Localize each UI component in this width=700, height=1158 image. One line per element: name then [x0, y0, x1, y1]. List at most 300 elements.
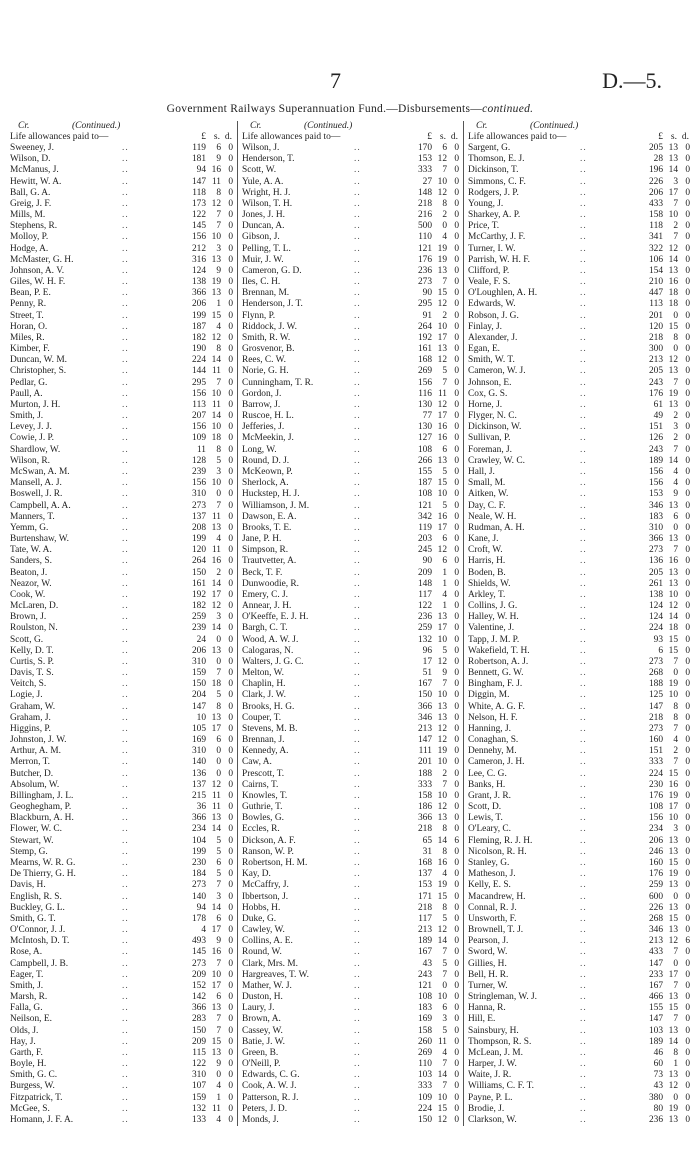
table-row — [242, 623, 460, 634]
pence-value: 0 — [454, 1103, 459, 1114]
table-row — [10, 1115, 234, 1126]
leader-dots: .. — [354, 500, 361, 511]
payee-name: Gillies, H. — [468, 958, 507, 969]
pounds-value: 127 — [417, 433, 432, 444]
sub-heading — [468, 132, 691, 143]
payee-name: Hill, E. — [468, 1014, 496, 1025]
table-row — [10, 992, 234, 1003]
leader-dots: .. — [580, 522, 587, 533]
table-row — [242, 1115, 460, 1126]
pence-value: 0 — [454, 869, 459, 880]
leader-dots: .. — [122, 288, 129, 299]
pence-value: 0 — [228, 790, 233, 801]
table-row — [10, 1048, 234, 1059]
pence-value: 0 — [454, 645, 459, 656]
leader-dots: .. — [580, 534, 587, 545]
shillings-value: 6 — [442, 556, 447, 567]
pounds-value: 233 — [648, 969, 663, 980]
pence-value: 0 — [454, 545, 459, 556]
leader-dots: .. — [122, 969, 129, 980]
payee-name: Wilson, J. — [242, 143, 280, 153]
shillings-value: 2 — [216, 567, 221, 578]
leader-dots: .. — [580, 433, 587, 444]
payee-name: Merron, T. — [10, 757, 51, 768]
pence-value: 0 — [228, 254, 233, 265]
table-row — [242, 534, 460, 545]
pounds-value: 150 — [417, 1114, 432, 1125]
pence-value: 0 — [685, 835, 690, 846]
pence-value: 0 — [228, 288, 233, 299]
payee-name: Dawson, E. A. — [242, 511, 297, 522]
payee-name: Tapp, J. M. P. — [468, 634, 520, 645]
leader-dots: .. — [354, 265, 361, 276]
shillings-header: s. — [670, 132, 677, 142]
payee-name: Robertson, A. J. — [468, 656, 529, 667]
payee-name: Cameron, G. D. — [242, 265, 302, 276]
table-row — [242, 679, 460, 690]
pence-value: 0 — [228, 344, 233, 355]
leader-dots: .. — [354, 176, 361, 187]
shillings-value: 0 — [442, 221, 447, 232]
table-row — [10, 702, 234, 713]
payee-name: Stewart, W. — [10, 835, 54, 846]
payee-name: Pearson, J. — [468, 936, 509, 947]
leader-dots: .. — [122, 891, 129, 902]
shillings-value: 13 — [668, 835, 678, 846]
table-row — [468, 523, 691, 534]
payee-name: Long, W. — [242, 444, 277, 455]
pence-value: 0 — [228, 913, 233, 924]
pounds-value: 600 — [648, 891, 663, 902]
payee-name: Robertson, H. M. — [242, 858, 308, 868]
table-row — [468, 456, 691, 467]
shillings-value: 13 — [668, 1070, 678, 1081]
pence-value: 0 — [454, 735, 459, 746]
pounds-value: 204 — [191, 690, 206, 701]
shillings-value: 9 — [673, 489, 678, 500]
pounds-value: 132 — [191, 1103, 206, 1114]
table-row — [10, 288, 234, 299]
leader-dots: .. — [354, 1103, 361, 1114]
table-row — [468, 914, 691, 925]
shillings-value: 9 — [216, 1059, 221, 1070]
shillings-value: 10 — [437, 176, 447, 187]
shillings-value: 5 — [442, 500, 447, 511]
pence-value: 0 — [685, 366, 690, 377]
table-row — [10, 545, 234, 556]
leader-dots: .. — [122, 411, 129, 422]
table-row — [10, 501, 234, 512]
pounds-value: 322 — [648, 243, 663, 254]
continued-label: (Continued.) — [72, 121, 121, 131]
shillings-value: 5 — [216, 835, 221, 846]
pounds-value: 151 — [648, 746, 663, 757]
leader-dots: .. — [354, 399, 361, 410]
payee-name: Bargh, C. T. — [242, 623, 288, 634]
table-row — [468, 299, 691, 310]
shillings-value: 13 — [437, 455, 447, 466]
payee-name: Stanley, G. — [468, 858, 510, 868]
leader-dots: .. — [122, 645, 129, 656]
shillings-value: 10 — [437, 1092, 447, 1103]
pence-value: 0 — [228, 601, 233, 612]
pounds-value: 150 — [191, 679, 206, 690]
table-row — [468, 244, 691, 255]
shillings-value: 2 — [673, 746, 678, 757]
shillings-value: 10 — [437, 321, 447, 332]
payee-name: Logie, J. — [10, 690, 43, 701]
pounds-header: £ — [201, 132, 206, 142]
pence-value: 0 — [228, 757, 233, 768]
leader-dots: .. — [122, 813, 129, 824]
pounds-value: 153 — [417, 154, 432, 165]
payee-name: Grosvenor, B. — [242, 344, 295, 355]
pounds-value: 224 — [417, 1103, 432, 1114]
pence-value: 0 — [228, 813, 233, 824]
pence-value: 0 — [454, 388, 459, 399]
leader-dots: .. — [354, 1070, 361, 1081]
payee-name: Gibson, J. — [242, 232, 280, 243]
table-row — [468, 735, 691, 746]
pounds-value: 295 — [191, 377, 206, 388]
leader-dots: .. — [580, 1036, 587, 1047]
shillings-value: 16 — [437, 858, 447, 868]
table-row — [10, 724, 234, 735]
table-row — [242, 903, 460, 914]
payee-name: Brown, A. — [242, 1014, 281, 1025]
leader-dots: .. — [580, 545, 587, 556]
pence-value: 0 — [228, 936, 233, 947]
pence-value: 0 — [228, 679, 233, 690]
pence-value: 0 — [685, 321, 690, 332]
leader-dots: .. — [580, 377, 587, 388]
pounds-value: 61 — [653, 399, 663, 410]
payee-name: Collins, J. G. — [468, 601, 518, 612]
shillings-value: 14 — [211, 824, 221, 835]
leader-dots: .. — [354, 958, 361, 969]
table-row — [242, 970, 460, 981]
pence-value: 0 — [228, 690, 233, 701]
pence-value: 0 — [454, 567, 459, 578]
pence-value: 0 — [685, 623, 690, 634]
payee-name: Veale, F. S. — [468, 277, 511, 288]
pounds-value: 46 — [653, 1047, 663, 1058]
shillings-value: 7 — [673, 232, 678, 243]
shillings-value: 16 — [211, 947, 221, 958]
shillings-value: 16 — [668, 277, 678, 288]
pounds-value: 161 — [191, 578, 206, 589]
payee-name: Yemm, G. — [10, 522, 49, 533]
table-row — [10, 467, 234, 478]
leader-dots: .. — [580, 768, 587, 779]
shillings-value: 18 — [211, 679, 221, 690]
table-row — [242, 646, 460, 657]
pounds-value: 224 — [191, 355, 206, 366]
leader-dots: .. — [354, 980, 361, 991]
shillings-header: s. — [213, 132, 220, 142]
pounds-value: 90 — [422, 288, 432, 299]
leader-dots: .. — [580, 723, 587, 734]
leader-dots: .. — [580, 143, 587, 153]
shillings-value: 17 — [437, 522, 447, 533]
pence-value: 0 — [454, 466, 459, 477]
leader-dots: .. — [122, 880, 129, 891]
table-row — [10, 523, 234, 534]
leader-dots: .. — [354, 612, 361, 623]
pounds-value: 182 — [191, 601, 206, 612]
payee-name: Boyle, H. — [10, 1059, 47, 1070]
shillings-value: 7 — [442, 947, 447, 958]
leader-dots: .. — [580, 299, 587, 310]
table-row — [242, 411, 460, 422]
pounds-value: 366 — [191, 288, 206, 299]
pence-value: 0 — [228, 891, 233, 902]
payee-name: Macandrew, H. — [468, 891, 526, 902]
leader-dots: .. — [354, 489, 361, 500]
table-row — [242, 210, 460, 221]
payee-name: Cairns, T. — [242, 779, 279, 790]
payee-name: O'Neill, P. — [242, 1059, 281, 1070]
table-row — [242, 1014, 460, 1025]
payee-name: Aitken, W. — [468, 489, 509, 500]
shillings-value: 7 — [442, 1059, 447, 1070]
leader-dots: .. — [354, 656, 361, 667]
pence-value: 0 — [454, 522, 459, 533]
pounds-value: 213 — [648, 936, 663, 947]
shillings-value: 3 — [216, 243, 221, 254]
table-row — [242, 1070, 460, 1081]
leader-dots: .. — [354, 790, 361, 801]
payee-name: Lee, C. G. — [468, 768, 507, 779]
table-row — [468, 981, 691, 992]
payee-name: Monds, J. — [242, 1114, 279, 1125]
shillings-value: 14 — [668, 165, 678, 176]
leader-dots: .. — [580, 344, 587, 355]
pounds-value: 206 — [191, 299, 206, 310]
pence-value: 0 — [685, 1059, 690, 1070]
leader-dots: .. — [354, 701, 361, 712]
pence-value: 0 — [228, 645, 233, 656]
table-row — [468, 512, 691, 523]
table-row — [10, 601, 234, 612]
table-column-3 — [464, 121, 691, 1126]
shillings-value: 17 — [437, 623, 447, 634]
payee-name: Waite, J. R. — [468, 1070, 512, 1081]
pence-value: 0 — [454, 992, 459, 1003]
shillings-value: 0 — [216, 768, 221, 779]
leader-dots: .. — [580, 500, 587, 511]
payee-name: O'Leary, C. — [468, 824, 511, 835]
payee-name: Trautvetter, A. — [242, 556, 297, 567]
table-row — [468, 869, 691, 880]
shillings-value: 11 — [437, 388, 447, 399]
pounds-value: 176 — [648, 869, 663, 880]
shillings-value: 6 — [216, 992, 221, 1003]
payee-name: Cameron, W. J. — [468, 366, 526, 377]
pence-value: 0 — [685, 411, 690, 422]
payee-name: Sullivan, P. — [468, 433, 511, 444]
payee-name: Homann, J. F. A. — [10, 1114, 74, 1125]
pounds-value: 150 — [191, 1025, 206, 1036]
pence-value: 0 — [454, 958, 459, 969]
table-row — [242, 1059, 460, 1070]
pounds-value: 192 — [417, 332, 432, 343]
payee-name: Kelly, E. S. — [468, 880, 511, 891]
leader-dots: .. — [122, 433, 129, 444]
pence-value: 0 — [454, 846, 459, 857]
pounds-value: 156 — [648, 466, 663, 477]
pence-value: 0 — [454, 165, 459, 176]
payee-name: Jones, J. H. — [242, 210, 285, 221]
shillings-value: 5 — [216, 690, 221, 701]
payee-name: Stringleman, W. J. — [468, 992, 538, 1003]
shillings-value: 8 — [442, 902, 447, 913]
table-row — [242, 277, 460, 288]
payee-name: Beaton, J. — [10, 567, 48, 578]
table-row — [242, 232, 460, 243]
table-row — [10, 411, 234, 422]
pounds-value: 209 — [191, 1036, 206, 1047]
table-row — [242, 780, 460, 791]
pence-value: 0 — [685, 433, 690, 444]
shillings-value: 12 — [437, 735, 447, 746]
table-row — [10, 422, 234, 433]
payee-name: Barrow, J. — [242, 399, 281, 410]
table-row — [10, 478, 234, 489]
leader-dots: .. — [580, 880, 587, 891]
pence-value: 0 — [685, 947, 690, 958]
pounds-value: 226 — [648, 902, 663, 913]
table-row — [468, 1048, 691, 1059]
payee-name: Shields, W. — [468, 578, 511, 589]
pounds-value: 234 — [191, 824, 206, 835]
leader-dots: .. — [580, 612, 587, 623]
pounds-value: 160 — [648, 735, 663, 746]
leader-dots: .. — [354, 589, 361, 600]
payee-name: Wakefield, T. H. — [468, 645, 530, 656]
leader-dots: .. — [354, 221, 361, 232]
pence-value: 0 — [454, 299, 459, 310]
pounds-value: 205 — [648, 567, 663, 578]
pounds-value: 65 — [422, 835, 432, 846]
pence-value: 0 — [685, 143, 690, 153]
leader-dots: .. — [122, 735, 129, 746]
pounds-value: 243 — [648, 444, 663, 455]
rows-container — [242, 143, 460, 1126]
payee-name: Thompson, R. S. — [468, 1036, 532, 1047]
leader-dots: .. — [354, 1092, 361, 1103]
shillings-value: 0 — [216, 757, 221, 768]
payee-name: Collins, A. E. — [242, 936, 293, 947]
shillings-value: 12 — [437, 299, 447, 310]
pence-value: 0 — [685, 1081, 690, 1092]
table-row — [242, 612, 460, 623]
pence-value: 0 — [685, 545, 690, 556]
pence-value: 0 — [454, 1047, 459, 1058]
pence-value: 0 — [454, 712, 459, 723]
pence-value: 0 — [228, 958, 233, 969]
pence-value: 0 — [685, 802, 690, 813]
shillings-value: 9 — [216, 154, 221, 165]
pounds-value: 159 — [191, 1092, 206, 1103]
table-row — [468, 1070, 691, 1081]
leader-dots: .. — [580, 712, 587, 723]
shillings-value: 19 — [668, 790, 678, 801]
table-row — [10, 344, 234, 355]
pounds-value: 94 — [196, 902, 206, 913]
pounds-value: 121 — [417, 500, 432, 511]
pounds-value: 266 — [417, 455, 432, 466]
shillings-value: 15 — [437, 1103, 447, 1114]
table-row — [468, 288, 691, 299]
table-row — [242, 813, 460, 824]
leader-dots: .. — [354, 232, 361, 243]
table-row — [10, 635, 234, 646]
payee-name: Buckley, G. L. — [10, 902, 65, 913]
pence-header: d. — [224, 132, 232, 142]
table-row — [10, 433, 234, 444]
shillings-value: 7 — [673, 377, 678, 388]
payee-name: Billingham, J. L. — [10, 790, 74, 801]
payee-name: Hall, J. — [468, 466, 495, 477]
leader-dots: .. — [122, 1070, 129, 1081]
pence-value: 0 — [228, 634, 233, 645]
leader-dots: .. — [122, 757, 129, 768]
shillings-value: 11 — [211, 399, 221, 410]
leader-dots: .. — [122, 578, 129, 589]
pounds-value: 156 — [191, 422, 206, 433]
pounds-value: 199 — [191, 846, 206, 857]
pounds-value: 121 — [417, 243, 432, 254]
payee-name: Duncan, A. — [242, 221, 285, 232]
leader-dots: .. — [580, 466, 587, 477]
payee-name: Turner, W. — [468, 980, 508, 991]
pounds-value: 147 — [191, 176, 206, 187]
leader-dots: .. — [122, 444, 129, 455]
pounds-value: 51 — [422, 668, 432, 679]
pounds-value: 333 — [417, 1081, 432, 1092]
pence-value: 0 — [228, 444, 233, 455]
leader-dots: .. — [580, 846, 587, 857]
shillings-value: 0 — [673, 310, 678, 321]
payee-name: Fitzpatrick, T. — [10, 1092, 63, 1103]
payee-name: Smith, W. T. — [468, 355, 515, 366]
payee-name: Small, M. — [468, 478, 506, 489]
payee-name: Kay, D. — [242, 869, 271, 880]
table-row — [242, 936, 460, 947]
table-row — [242, 344, 460, 355]
pounds-value: 346 — [648, 500, 663, 511]
table-row — [10, 534, 234, 545]
payee-name: Nelson, H. F. — [468, 712, 518, 723]
leader-dots: .. — [122, 377, 129, 388]
pence-value: 0 — [454, 589, 459, 600]
table-row — [242, 1037, 460, 1048]
table-row — [10, 1070, 234, 1081]
leader-dots: .. — [122, 478, 129, 489]
pounds-value: 118 — [649, 221, 663, 232]
payee-name: Day, C. F. — [468, 500, 506, 511]
leader-dots: .. — [354, 735, 361, 746]
table-row — [468, 422, 691, 433]
shillings-value: 14 — [668, 1036, 678, 1047]
shillings-value: 13 — [668, 992, 678, 1003]
payee-name: Eccles, R. — [242, 824, 280, 835]
pounds-value: 210 — [648, 277, 663, 288]
table-row — [10, 869, 234, 880]
shillings-value: 16 — [437, 433, 447, 444]
pence-value: 0 — [685, 198, 690, 209]
